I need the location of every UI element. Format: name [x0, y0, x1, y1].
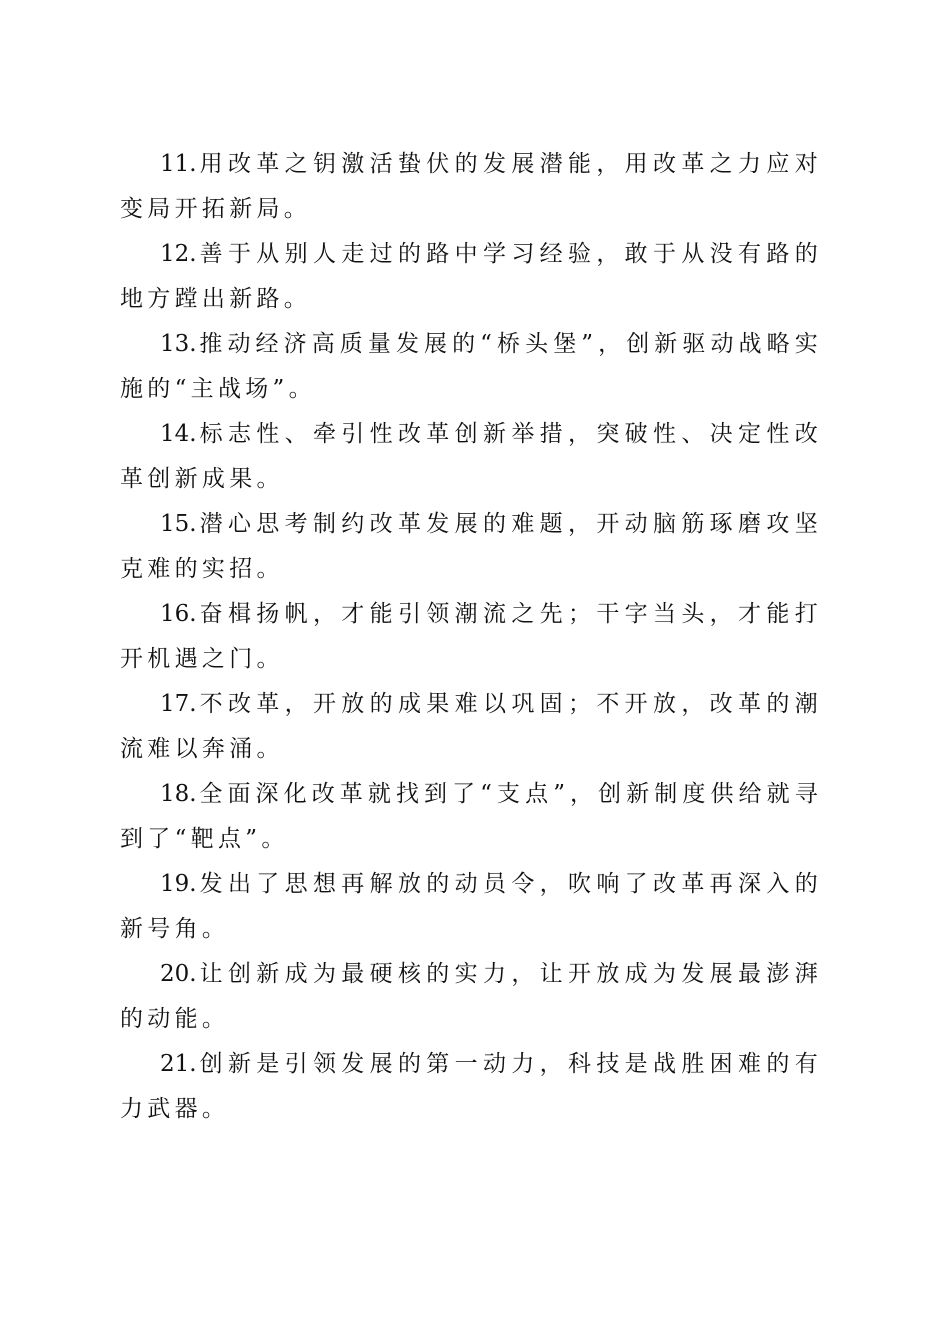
list-item — [120, 682, 822, 772]
item-text: 用改革之钥激活蛰伏的发展潜能，用改革之力应对变局开拓新局。 — [120, 151, 822, 222]
list-item — [120, 142, 822, 232]
document-body — [120, 142, 822, 1132]
item-number: 15. — [160, 511, 197, 537]
item-text: 标志性、牵引性改革创新举措，突破性、决定性改革创新成果。 — [120, 421, 822, 492]
item-text: 潜心思考制约改革发展的难题，开动脑筋琢磨攻坚克难的实招。 — [120, 511, 822, 582]
list-item — [120, 322, 822, 412]
item-number: 16. — [160, 601, 197, 627]
item-number: 17. — [160, 691, 197, 717]
item-text: 创新是引领发展的第一动力，科技是战胜困难的有力武器。 — [120, 1051, 822, 1122]
item-text: 不改革，开放的成果难以巩固；不开放，改革的潮流难以奔涌。 — [120, 691, 822, 762]
item-text: 全面深化改革就找到了“支点”，创新制度供给就寻到了“靶点”。 — [120, 781, 822, 852]
list-item — [120, 412, 822, 502]
item-text: 善于从别人走过的路中学习经验，敢于从没有路的地方蹚出新路。 — [120, 241, 822, 312]
list-item — [120, 772, 822, 862]
item-text: 奋楫扬帆，才能引领潮流之先；干字当头，才能打开机遇之门。 — [120, 601, 822, 672]
item-number: 14. — [160, 421, 197, 447]
item-number: 20. — [160, 961, 197, 987]
list-item — [120, 502, 822, 592]
item-text: 发出了思想再解放的动员令，吹响了改革再深入的新号角。 — [120, 871, 822, 942]
list-item — [120, 592, 822, 682]
item-number: 11. — [160, 151, 197, 177]
item-number: 21. — [160, 1051, 197, 1077]
item-number: 13. — [160, 331, 197, 357]
item-number: 12. — [160, 241, 197, 267]
item-text: 推动经济高质量发展的“桥头堡”，创新驱动战略实施的“主战场”。 — [120, 331, 822, 402]
list-item — [120, 232, 822, 322]
item-number: 18. — [160, 781, 197, 807]
list-item — [120, 862, 822, 952]
list-item — [120, 1042, 822, 1132]
item-number: 19. — [160, 871, 197, 897]
list-item — [120, 952, 822, 1042]
item-text: 让创新成为最硬核的实力，让开放成为发展最澎湃的动能。 — [120, 961, 822, 1032]
